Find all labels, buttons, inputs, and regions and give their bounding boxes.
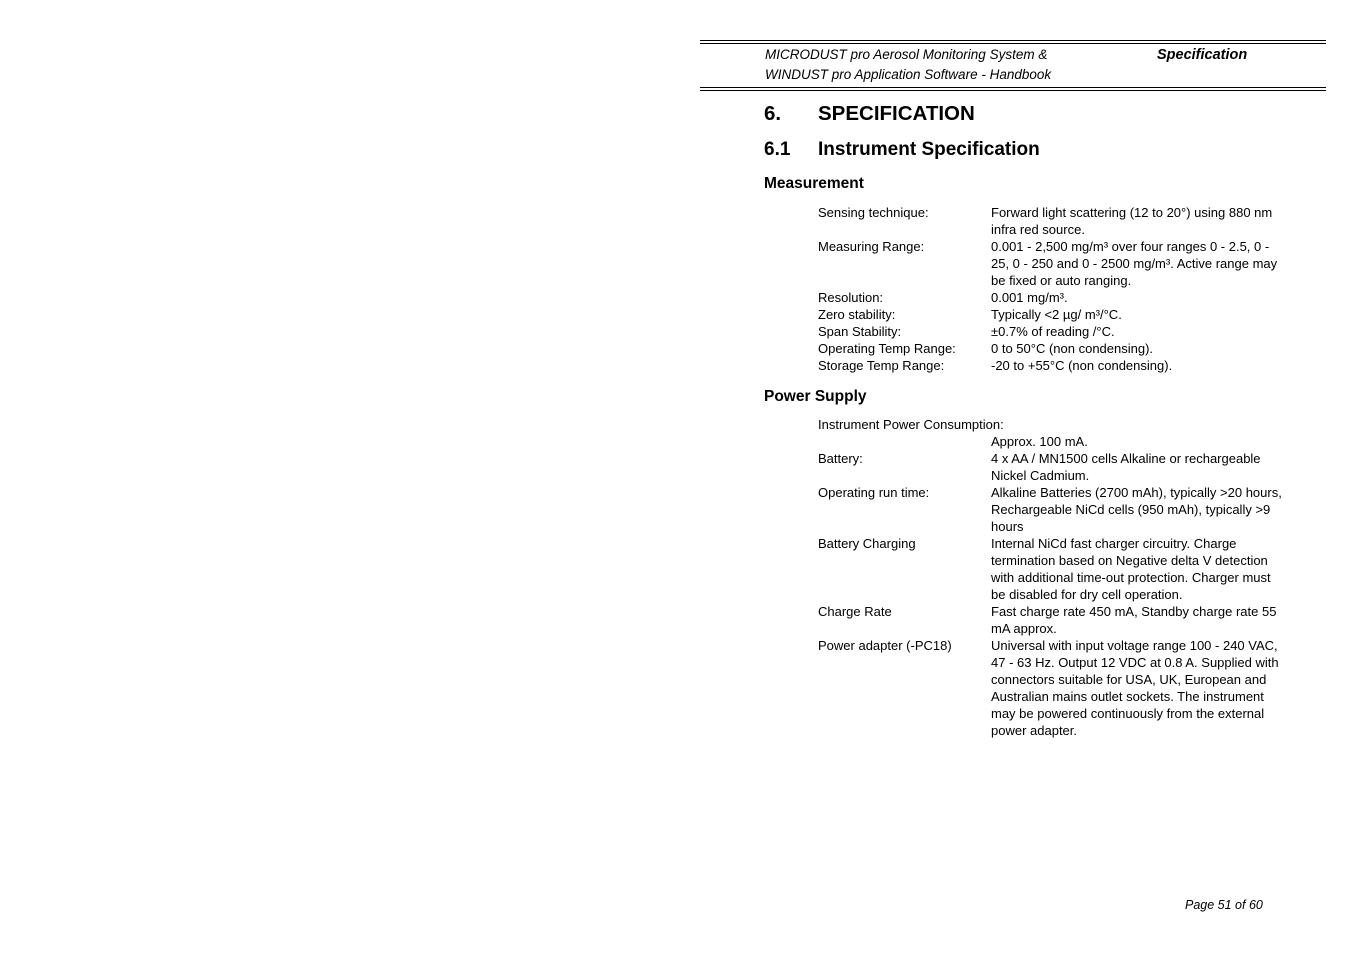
spec-label: Measuring Range: <box>818 239 925 254</box>
spec-row <box>818 340 1288 357</box>
spec-value: Forward light scattering (12 to 20°) using 880 nm infra red source. <box>991 205 1273 237</box>
header-section-name: Specification <box>1157 47 1248 63</box>
section-title: Instrument Specification <box>818 139 1040 160</box>
chapter-title: SPECIFICATION <box>818 102 975 125</box>
spec-row <box>818 484 1288 535</box>
spec-value: Typically <2 µg/ m³/°C. <box>991 307 1122 322</box>
spec-value: ±0.7% of reading /°C. <box>991 324 1115 339</box>
spec-label-empty <box>818 433 991 450</box>
spec-row <box>818 204 1288 238</box>
spec-row <box>818 637 1288 739</box>
header-title-line2: WINDUST pro Application Software - Handbook <box>765 67 1052 82</box>
power-supply-heading: Power Supply <box>764 388 867 405</box>
header-top-rule-2 <box>700 43 1326 44</box>
chapter-heading <box>764 102 975 126</box>
spec-value: 0.001 - 2,500 mg/m³ over four ranges 0 - 2.5, 0 - 25, 0 - 250 and 0 - 2500 mg/m³. Active range may be fixed or auto ranging. <box>991 239 1278 288</box>
spec-value: Universal with input voltage range 100 - 240 VAC, 47 - 63 Hz. Output 12 VDC at 0.8 A. Supplied with connectors suitable for USA, UK, European and Australian mains outlet sockets. The instrument may be powered continuously from the external power adapter. <box>991 638 1279 738</box>
spec-row <box>818 323 1288 340</box>
power-consumption-value: Approx. 100 mA. <box>991 434 1088 449</box>
spec-row <box>818 603 1288 637</box>
spec-value: Alkaline Batteries (2700 mAh), typically >20 hours, Rechargeable NiCd cells (950 mAh), typically >9 hours <box>991 485 1282 534</box>
spec-row <box>818 433 1288 450</box>
header-title-line1: MICRODUST pro Aerosol Monitoring System & <box>765 47 1048 62</box>
measurement-spec-list <box>818 204 1288 374</box>
spec-label: Power adapter (-PC18) <box>818 638 952 653</box>
spec-label: Operating run time: <box>818 485 930 500</box>
spec-value: 0.001 mg/m³. <box>991 290 1068 305</box>
spec-value: Internal NiCd fast charger circuitry. Charge termination based on Negative delta V detection with additional time-out protection. Charger must be disabled for dry cell operation. <box>991 536 1271 602</box>
section-heading <box>764 139 1040 161</box>
measurement-heading: Measurement <box>764 175 864 192</box>
spec-label: Zero stability: <box>818 307 896 322</box>
spec-label: Sensing technique: <box>818 205 929 220</box>
spec-value: -20 to +55°C (non condensing). <box>991 358 1173 373</box>
spec-label: Battery Charging <box>818 536 916 551</box>
spec-label: Charge Rate <box>818 604 892 619</box>
spec-value: Fast charge rate 450 mA, Standby charge rate 55 mA approx. <box>991 604 1277 636</box>
spec-value: 4 x AA / MN1500 cells Alkaline or rechargeable Nickel Cadmium. <box>991 451 1261 483</box>
spec-row <box>818 289 1288 306</box>
spec-row <box>818 306 1288 323</box>
header-top-rule <box>700 40 1326 41</box>
spec-label: Span Stability: <box>818 324 902 339</box>
spec-row <box>818 238 1288 289</box>
spec-label: Resolution: <box>818 290 884 305</box>
spec-value: 0 to 50°C (non condensing). <box>991 341 1154 356</box>
running-header <box>765 45 1051 85</box>
spec-label: Battery: <box>818 451 863 466</box>
spec-row <box>818 535 1288 603</box>
spec-row <box>818 450 1288 484</box>
chapter-number: 6. <box>764 102 782 125</box>
power-spec-list <box>818 416 1288 739</box>
header-bottom-rule <box>700 87 1326 88</box>
page-number: Page 51 of 60 <box>1185 898 1263 912</box>
spec-label: Storage Temp Range: <box>818 358 945 373</box>
header-bottom-rule-2 <box>700 90 1326 91</box>
spec-row <box>818 357 1288 374</box>
spec-label: Operating Temp Range: <box>818 341 956 356</box>
section-number: 6.1 <box>764 139 791 160</box>
power-consumption-label: Instrument Power Consumption: <box>818 417 1004 432</box>
